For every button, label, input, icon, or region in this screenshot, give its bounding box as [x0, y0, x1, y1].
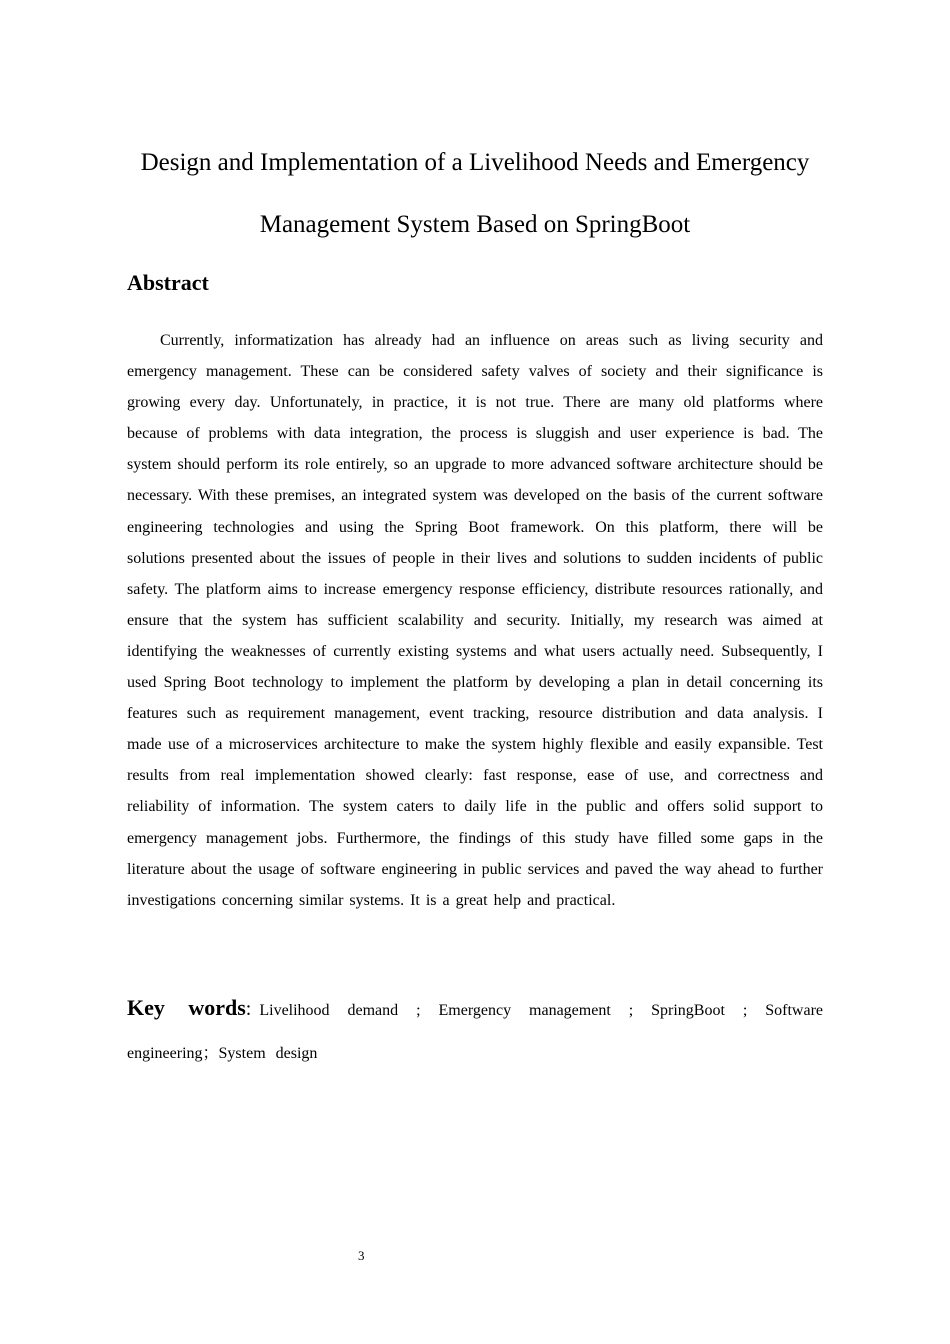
- abstract-heading: Abstract: [127, 270, 209, 295]
- page-number: 3: [358, 1248, 365, 1263]
- keywords-label: Key words: [127, 995, 246, 1020]
- keywords-colon: :: [245, 998, 252, 1020]
- paper-title-line-2: Management System Based on SpringBoot: [259, 211, 691, 238]
- abstract-body: Currently, informatization has already had an influence on areas such as living security and emergency management. These can be considered safety valves of society and their significance is growing every day. Unfortunately, in practice, it is not true. There are many old platforms where because of problems with data integration, the process is sluggish and user experience is bad. The system should perform its role entirely, so an upgrade to more advanced software architecture should be necessary. With these premises, an integrated system was developed on the basis of the current software engineering technologies and using the Spring Boot framework. On this platform, there will be solutions presented about the issues of people in their lives and solutions to sudden incidents of public safety. The platform aims to increase emergency response efficiency, distribute resources rationally, and ensure that the system has sufficient scalability and security. Initially, my research was aimed at identifying the weaknesses of currently existing systems and what users actually need. Subsequently, I used Spring Boot technology to implement the platform by developing a plan in detail concerning its features such as requirement management, event tracking, resource distribution and data analysis. I made use of a microservices architecture to make the system highly flexible and easily expansible. Test results from real implementation showed clearly: fast response, ease of use, and correctness and reliability of information. The system caters to daily life in the public and offers solid support to emergency management jobs. Furthermore, the findings of this study have filled some gaps in the literature about the usage of software engineering in public services and paved the way ahead to further investigations concerning similar systems. It is a great help and practical.: [127, 332, 823, 909]
- paper-title-line-1: Design and Implementation of a Livelihood Needs and Emergency: [140, 149, 810, 176]
- keywords-section: [127, 986, 823, 1075]
- paper-title: [100, 132, 850, 256]
- keywords-text: Livelihood demand ; Emergency management ; SpringBoot ; Software engineering；System design: [127, 1002, 824, 1062]
